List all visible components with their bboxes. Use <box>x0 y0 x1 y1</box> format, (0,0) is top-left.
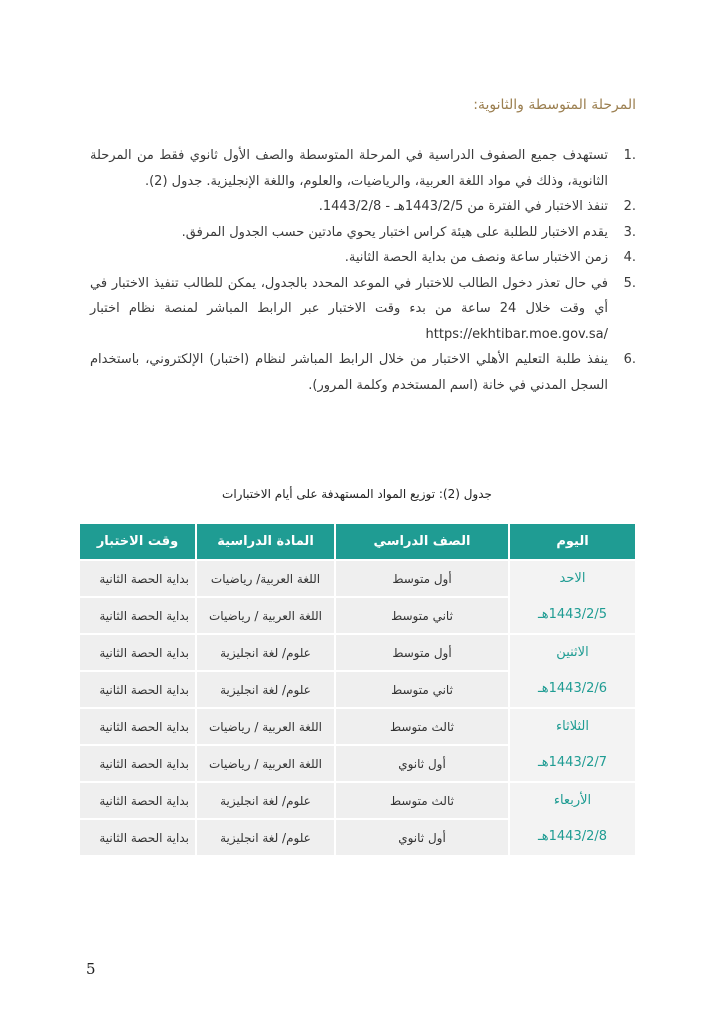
list-item <box>90 245 636 271</box>
day-name: الثلاثاء <box>556 719 589 734</box>
day-date: 1443/2/5هـ <box>537 607 608 622</box>
item-text: تستهدف جميع الصفوف الدراسية في المرحلة المتوسطة والصف الأول ثانوي فقط من المرحلة الثانوية، وذلك في مواد اللغة العربية، والرياضيات، والعلوم، واللغة الإنجليزية. جدول (2). <box>90 148 608 189</box>
item-number: .3 <box>623 224 636 240</box>
table-row <box>80 635 635 670</box>
subject-cell: اللغة العربية/ رياضيات <box>197 561 334 596</box>
day-cell <box>510 635 635 707</box>
subject-cell: علوم/ لغة انجليزية <box>197 672 334 707</box>
day-name: الاثنين <box>556 645 589 660</box>
table-row <box>80 709 635 744</box>
time-cell: بداية الحصة الثانية <box>80 820 195 855</box>
subject-cell: اللغة العربية / رياضيات <box>197 598 334 633</box>
time-cell: بداية الحصة الثانية <box>80 635 195 670</box>
ekhtibar-link[interactable]: https://ekhtibar.moe.gov.sa/ <box>425 326 608 342</box>
grade-cell: ثاني متوسط <box>336 598 508 633</box>
list-item <box>90 220 636 246</box>
day-cell <box>510 783 635 855</box>
table-row <box>80 783 635 818</box>
exam-schedule-table <box>78 522 637 857</box>
subject-cell: اللغة العربية / رياضيات <box>197 746 334 781</box>
item-number: .5 <box>623 275 636 291</box>
item-number: .4 <box>623 250 636 265</box>
item-text: زمن الاختبار ساعة ونصف من بداية الحصة الثانية. <box>344 250 608 265</box>
day-date: 1443/2/6هـ <box>537 681 608 696</box>
item-number: .6 <box>623 352 636 367</box>
item-text: يقدم الاختبار للطلبة على هيئة كراس اختبار يحوي مادتين حسب الجدول المرفق. <box>181 224 608 240</box>
header-subject: المادة الدراسية <box>197 524 334 559</box>
grade-cell: ثالث متوسط <box>336 783 508 818</box>
day-date: 1443/2/8هـ <box>537 829 608 844</box>
table-caption: جدول (2): توزيع المواد المستهدفة على أيام الاختبارات <box>222 487 492 501</box>
day-date: 1443/2/7هـ <box>537 755 608 770</box>
grade-cell: أول متوسط <box>336 561 508 596</box>
item-number: .2 <box>623 199 636 214</box>
header-day: اليوم <box>510 524 635 559</box>
item-text: ينفذ طلبة التعليم الأهلي الاختبار من خلال الرابط المباشر لنظام (اختبار) الإلكتروني، باستخدام السجل المدني في خانة (اسم المستخدم وكلمة المرور). <box>90 352 608 393</box>
grade-cell: أول ثانوي <box>336 746 508 781</box>
section-heading: المرحلة المتوسطة والثانوية: <box>473 97 636 113</box>
day-name: الأربعاء <box>553 793 592 808</box>
subject-cell: علوم/ لغة انجليزية <box>197 820 334 855</box>
time-cell: بداية الحصة الثانية <box>80 709 195 744</box>
item-text: في حال تعذر دخول الطالب للاختبار في الموعد المحدد بالجدول، يمكن للطالب تنفيذ الاختبار في أي وقت خلال 24 ساعة من بدء وقت الاختبار عبر الرابط المباشر لمنصة نظام اختبار <box>90 275 608 316</box>
subject-cell: علوم/ لغة انجليزية <box>197 635 334 670</box>
time-cell: بداية الحصة الثانية <box>80 598 195 633</box>
grade-cell: أول متوسط <box>336 635 508 670</box>
day-cell <box>510 709 635 781</box>
day-cell <box>510 561 635 633</box>
list-item <box>90 271 636 348</box>
header-grade: الصف الدراسي <box>336 524 508 559</box>
subject-cell: علوم/ لغة انجليزية <box>197 783 334 818</box>
table-row <box>80 561 635 596</box>
time-cell: بداية الحصة الثانية <box>80 672 195 707</box>
list-item <box>90 347 636 398</box>
item-text: تنفذ الاختبار في الفترة من 1443/2/5هـ - 1443/2/8. <box>318 199 608 214</box>
instructions-list <box>90 143 636 398</box>
header-time: وقت الاختبار <box>80 524 195 559</box>
day-name: الاحد <box>559 571 586 586</box>
subject-cell: اللغة العربية / رياضيات <box>197 709 334 744</box>
time-cell: بداية الحصة الثانية <box>80 561 195 596</box>
grade-cell: أول ثانوي <box>336 820 508 855</box>
grade-cell: ثاني متوسط <box>336 672 508 707</box>
time-cell: بداية الحصة الثانية <box>80 746 195 781</box>
grade-cell: ثالث متوسط <box>336 709 508 744</box>
list-item <box>90 194 636 220</box>
list-item <box>90 143 636 194</box>
page-number: 5 <box>86 960 96 978</box>
time-cell: بداية الحصة الثانية <box>80 783 195 818</box>
table-header-row <box>80 524 635 559</box>
item-number: .1 <box>623 148 636 163</box>
